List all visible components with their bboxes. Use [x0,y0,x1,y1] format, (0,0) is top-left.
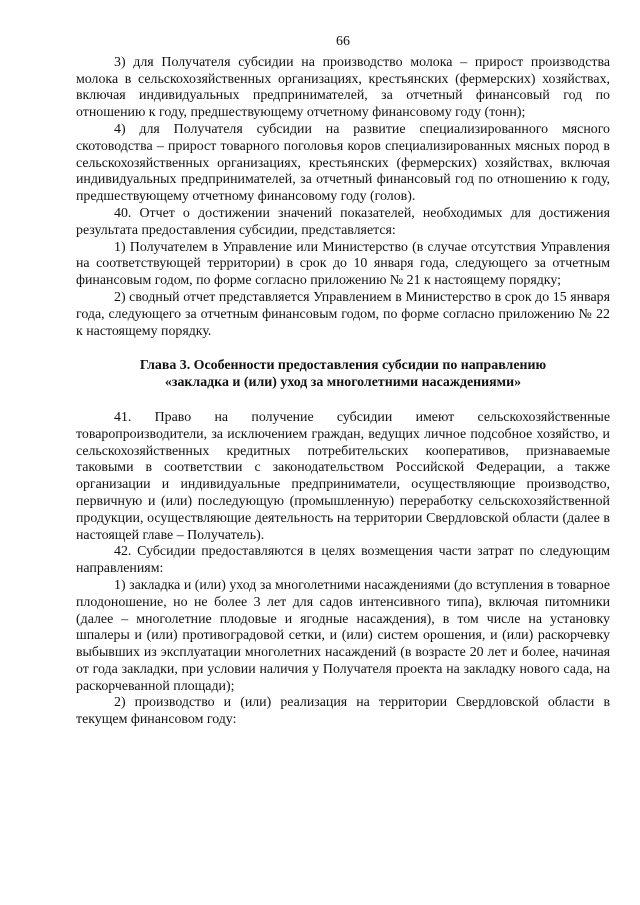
document-page [76,34,610,729]
paragraph-production-sales: 2) производство и (или) реализация на территории Свердловской области в текущем финансовом году: [76,695,610,728]
paragraph-summary-report: 2) сводный отчет представляется Управлением в Министерство в срок до 15 января года, следующего за отчетным финансовым годом, по форме согласно приложению № 22 к настоящему порядку. [76,289,610,339]
paragraph-report-recipient: 1) Получателем в Управление или Министерство (в случае отсутствия Управления на соответствующей территории) в срок до 10 января года, следующего за отчетным финансовым годом, по форме согласно приложению № 21 к настоящему порядку; [76,239,610,289]
chapter-heading-line-2: «закладка и (или) уход за многолетними насаждениями» [164,375,522,391]
chapter-heading-line-1: Глава 3. Особенности предоставления субсидии по направлению [139,358,547,374]
paragraph-milk-indicator: 3) для Получателя субсидии на производство молока – прирост производства молока в сельскохозяйственных организациях, крестьянских (фермерских) хозяйствах, включая индивидуальных предпринимателей, за отчетный финансовый год по отношению к году, предшествующему отчетному финансовому году (тонн); [76,54,610,121]
paragraph-item-41: 41. Право на получение субсидии имеют сельскохозяйственные товаропроизводители, за исключением граждан, ведущих личное подсобное хозяйство, и сельскохозяйственных кредитных потребительских кооперативов, признаваемые таковыми в соответствии с законодательством Российской Федерации, а также организации и индивидуальные предприниматели, осуществляющие производство, первичную и (или) последующую (промышленную) переработку сельскохозяйственной продукции, осуществляющие деятельность на территории Свердловской области (далее в настоящей главе – Получатель). [76,409,610,543]
chapter-heading [76,358,610,392]
paragraph-beef-indicator: 4) для Получателя субсидии на развитие специализированного мясного скотоводства – прирост товарного поголовья коров специализированных мясных пород в сельскохозяйственных организациях, крестьянских (фермерских) хозяйствах, включая индивидуальных предпринимателей, за отчетный финансовый год по отношению к году, предшествующему отчетному финансовому году (голов). [76,121,610,205]
paragraph-item-40: 40. Отчет о достижении значений показателей, необходимых для достижения результата предоставления субсидии, представляется: [76,205,610,238]
paragraph-perennial-plantings: 1) закладка и (или) уход за многолетними насаждениями (до вступления в товарное плодоношение, но не более 3 лет для садов интенсивного типа), включая питомники (далее – многолетние плодовые и ягодные насаждения), в том числе на установку шпалеры и (или) противоградовой сетки, и (или) систем орошения, и (или) раскорчевку выбывших из эксплуатации многолетних насаждений (в возрасте 20 лет и более, начиная от года закладки, при условии наличия у Получателя проекта на закладку нового сада, на раскорчеванной площади); [76,577,610,694]
paragraph-item-42: 42. Субсидии предоставляются в целях возмещения части затрат по следующим направлениям: [76,544,610,577]
page-number: 66 [336,34,350,49]
